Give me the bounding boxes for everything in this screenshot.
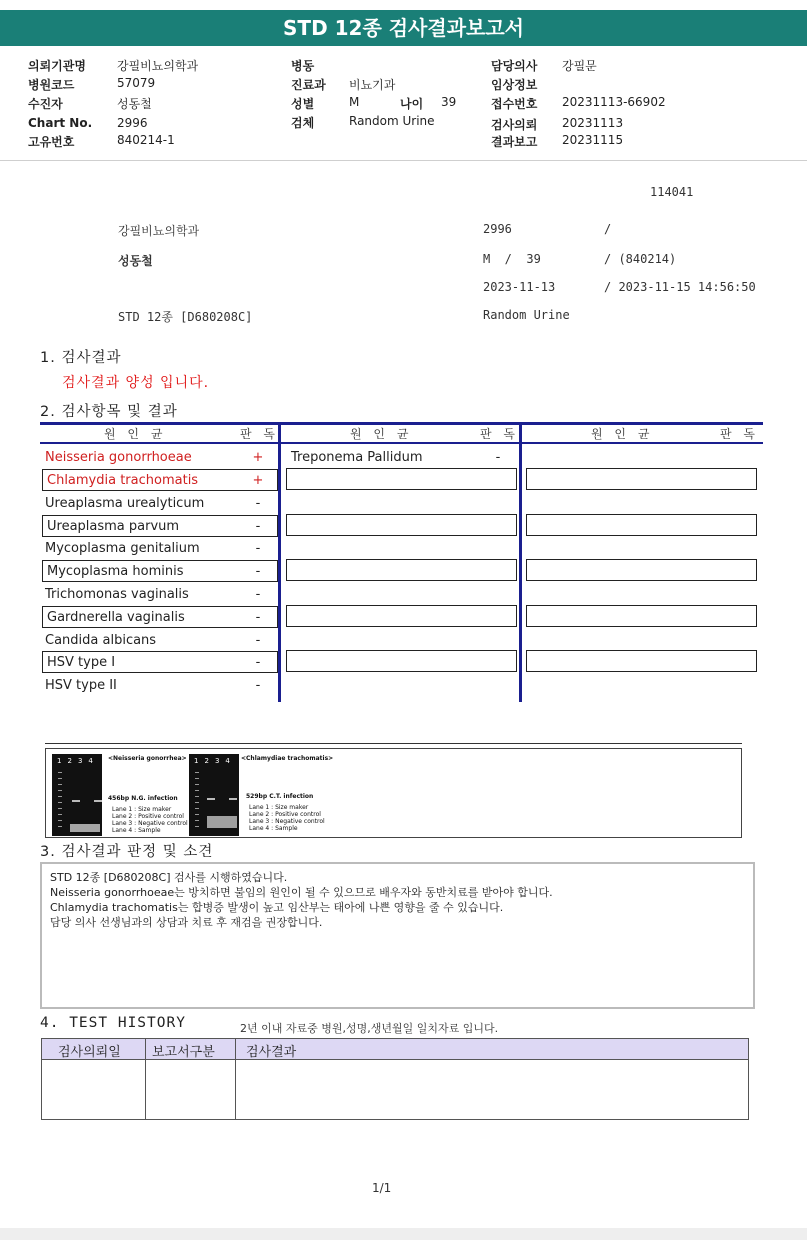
col-organism-header-3: 원 인 균 <box>591 427 654 441</box>
history-col-request-date: 검사의뢰일 <box>58 1045 121 1060</box>
gel-title-ct: <Chlamydiae trachomatis> <box>241 755 334 762</box>
results-table-header-rule <box>40 442 763 444</box>
empty-cell-box <box>286 650 517 672</box>
empty-cell-box <box>526 559 757 581</box>
header-value-specimen: Random Urine <box>349 114 435 128</box>
patient-reported-date: / 2023-11-15 14:56:50 <box>604 280 756 294</box>
empty-cell-box <box>286 559 517 581</box>
col-result-header-2: 판 독 <box>480 427 519 441</box>
findings-line: Chlamydia trachomatis는 합병증 발생이 높고 임산부는 태아에 나쁜 영향을 줄 수 있습니다. <box>50 901 504 914</box>
gel-band <box>207 798 215 800</box>
header-label-receipt-no: 접수번호 <box>491 97 538 111</box>
organism-result: - <box>255 633 261 648</box>
gel-legend-ng: Lane 1 : Size maker Lane 2 : Positive control Lane 3 : Negative control Lane 4 : Sample <box>112 806 188 834</box>
header-value-request-date: 20231113 <box>562 116 624 130</box>
header-value-chart-no: 2996 <box>117 116 148 130</box>
section2-title: 2. 검사항목 및 결과 <box>40 404 178 420</box>
header-label-request-date: 검사의뢰 <box>491 118 538 132</box>
findings-line: 담당 의사 선생님과의 상담과 치료 후 재검을 권장합니다. <box>50 916 323 929</box>
gel-band <box>94 800 102 802</box>
header-value-doctor: 강필문 <box>562 59 597 73</box>
empty-cell-box <box>286 468 517 490</box>
history-col-report-type: 보고서구분 <box>152 1045 215 1060</box>
patient-sex-age: M / 39 <box>483 252 541 266</box>
empty-cell-box <box>526 468 757 490</box>
header-label-institution: 의뢰기관명 <box>28 59 86 73</box>
organism-name: Candida albicans <box>45 633 157 648</box>
history-col-result: 검사결과 <box>246 1045 297 1060</box>
section3-title: 3. 검사결과 판정 및 소견 <box>40 844 214 860</box>
organism-result: - <box>255 496 261 511</box>
patient-name: 성동철 <box>118 254 153 268</box>
header-label-doctor: 담당의사 <box>491 59 538 73</box>
header-label-sex: 성별 <box>291 97 315 111</box>
patient-chart: 2996 <box>483 222 512 236</box>
header-divider <box>0 160 807 161</box>
history-col-divider <box>145 1038 146 1120</box>
organism-name: Treponema Pallidum <box>291 450 423 465</box>
organism-name: Gardnerella vaginalis <box>47 610 185 625</box>
gel-ladder <box>58 772 62 827</box>
header-value-receipt-no: 20231113-66902 <box>562 95 666 109</box>
header-label-ward: 병동 <box>291 59 315 73</box>
result-summary: 검사결과 양성 입니다. <box>62 375 210 391</box>
organism-result: - <box>255 587 261 602</box>
section4-title: 4. TEST HISTORY <box>40 1015 186 1031</box>
empty-cell-box <box>526 514 757 536</box>
organism-name: Ureaplasma urealyticum <box>45 496 205 511</box>
col-result-header-3: 판 독 <box>720 427 759 441</box>
header-value-unique-no: 840214-1 <box>117 133 175 147</box>
empty-cell-box <box>286 514 517 536</box>
header-label-hospital-code: 병원코드 <box>28 78 75 92</box>
patient-slash: / <box>604 222 612 236</box>
organism-result: - <box>255 678 261 693</box>
patient-clinic: 강필비뇨의학과 <box>118 224 200 238</box>
col-organism-header-1: 원 인 균 <box>104 427 167 441</box>
patient-specimen: Random Urine <box>483 308 570 322</box>
organism-result: - <box>495 450 501 465</box>
header-value-age: 39 <box>441 95 457 109</box>
header-label-patient: 수진자 <box>28 97 63 111</box>
gel-top-rule <box>45 743 742 744</box>
gel-ladder <box>195 772 199 827</box>
organism-result: - <box>255 564 261 579</box>
organism-result: - <box>255 610 261 625</box>
history-table-header <box>41 1038 749 1060</box>
report-title: STD 12종 검사결과보고서 <box>0 10 807 46</box>
results-table-divider-2 <box>519 422 522 702</box>
organism-name: HSV type I <box>47 655 116 670</box>
empty-cell-box <box>526 650 757 672</box>
organism-name: Trichomonas vaginalis <box>45 587 189 602</box>
findings-line: Neisseria gonorrhoeae는 방치하면 불임의 원인이 될 수 있으므로 배우자와 동반치료를 받아야 합니다. <box>50 886 553 899</box>
gel-band <box>72 800 80 802</box>
organism-result: - <box>255 519 261 534</box>
patient-test-name: STD 12종 [D680208C] <box>118 310 253 324</box>
page-number: 1/1 <box>372 1181 392 1195</box>
organism-name: Chlamydia trachomatis <box>47 473 199 488</box>
organism-name: HSV type II <box>45 678 117 693</box>
results-table-divider-1 <box>278 422 281 702</box>
header-value-sex: M <box>349 95 360 109</box>
history-note: 2년 이내 자료중 병원,성명,생년월일 일치자료 입니다. <box>240 1022 499 1035</box>
patient-birth: / (840214) <box>604 252 677 266</box>
gel-image-ng <box>52 754 102 836</box>
col-organism-header-2: 원 인 균 <box>350 427 413 441</box>
patient-code: 114041 <box>650 185 694 199</box>
gel-primer-front <box>70 824 100 832</box>
header-value-department: 비뇨기과 <box>349 78 396 92</box>
gel-legend-ct: Lane 1 : Size maker Lane 2 : Positive control Lane 3 : Negative control Lane 4 : Sample <box>249 804 325 832</box>
header-value-report-date: 20231115 <box>562 133 624 147</box>
organism-name: Neisseria gonorrhoeae <box>45 450 192 465</box>
gel-lane-numbers: 1234 <box>194 757 236 765</box>
empty-cell-box <box>526 605 757 627</box>
header-value-hospital-code: 57079 <box>117 76 156 90</box>
header-value-institution: 강필비뇨의학과 <box>117 59 199 73</box>
gel-lane-numbers: 1234 <box>57 757 99 765</box>
organism-result: - <box>255 541 261 556</box>
organism-name: Mycoplasma genitalium <box>45 541 200 556</box>
section1-title: 1. 검사결과 <box>40 350 122 366</box>
history-table-body <box>41 1059 749 1120</box>
organism-result: - <box>255 655 261 670</box>
patient-received-date: 2023-11-13 <box>483 280 556 294</box>
header-label-chart-no: Chart No. <box>28 116 93 130</box>
gel-image-ct <box>189 754 239 836</box>
empty-cell-box <box>286 605 517 627</box>
header-label-report-date: 결과보고 <box>491 135 538 149</box>
gel-band <box>229 798 237 800</box>
header-label-clinical-info: 임상정보 <box>491 78 538 92</box>
gel-primer-front <box>207 816 237 828</box>
header-label-specimen: 검체 <box>291 116 315 130</box>
organism-name: Mycoplasma hominis <box>47 564 184 579</box>
gel-image-figure <box>45 748 742 838</box>
gel-band-label-ng: 456bp N.G. infection <box>108 795 178 802</box>
organism-name: Ureaplasma parvum <box>47 519 180 534</box>
organism-result: + <box>252 473 264 488</box>
header-label-department: 진료과 <box>291 78 326 92</box>
header-label-age: 나이 <box>400 97 424 111</box>
header-value-patient: 성동철 <box>117 97 152 111</box>
header-label-unique-no: 고유번호 <box>28 135 75 149</box>
page-bottom-margin <box>0 1228 807 1240</box>
gel-band-label-ct: 529bp C.T. infection <box>246 793 314 800</box>
organism-result: + <box>252 450 264 465</box>
gel-title-ng: <Neisseria gonorrhea> <box>108 755 187 762</box>
findings-box <box>40 862 755 1009</box>
history-col-divider <box>235 1038 236 1120</box>
col-result-header-1: 판 독 <box>240 427 279 441</box>
findings-line: STD 12종 [D680208C] 검사를 시행하였습니다. <box>50 871 288 884</box>
